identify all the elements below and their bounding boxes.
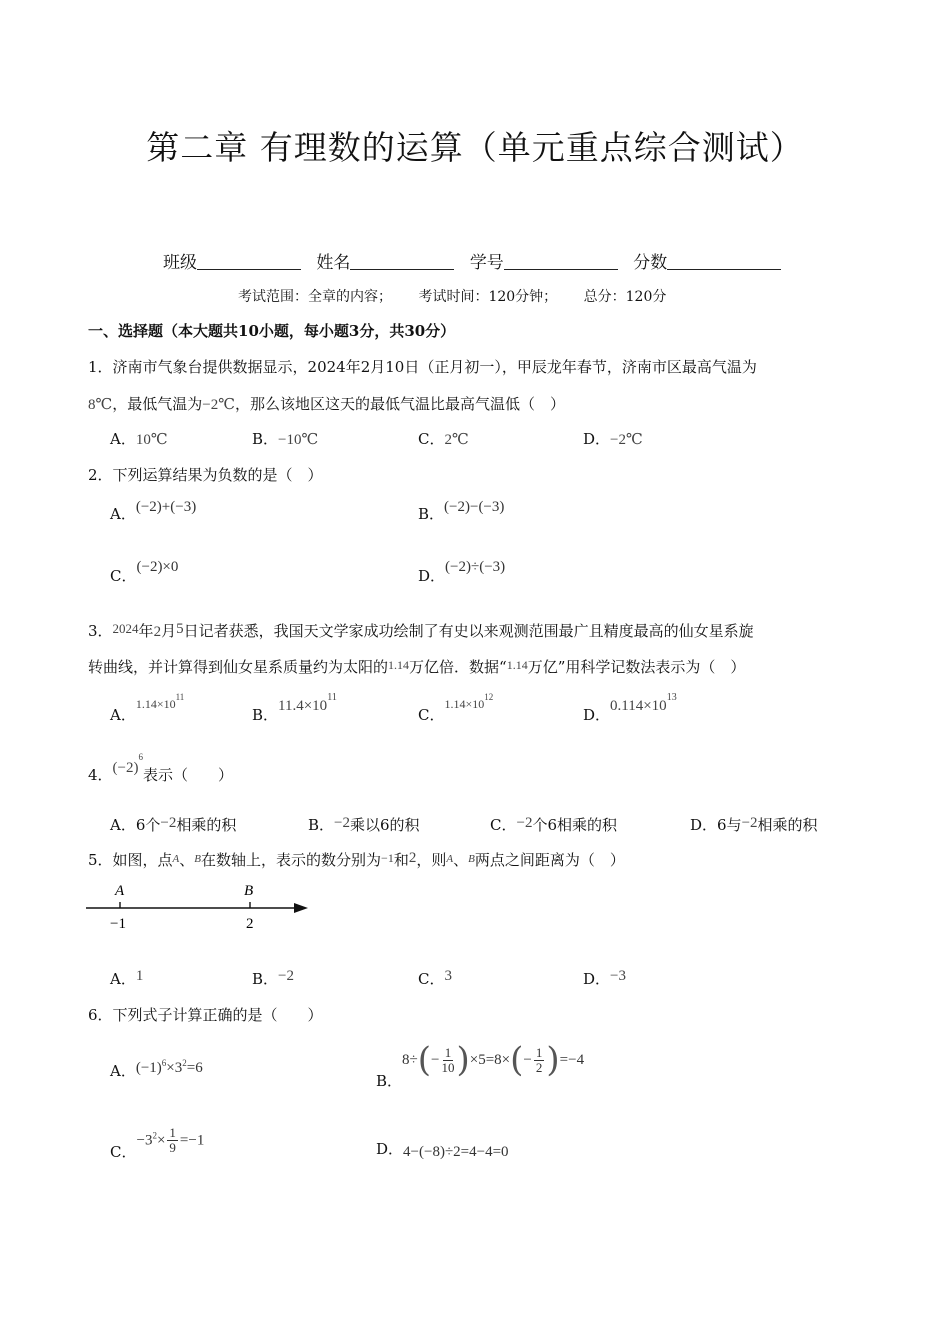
value-high: 8℃ <box>88 397 113 413</box>
name-field[interactable] <box>350 253 454 270</box>
q5-option-c[interactable]: C．3 <box>418 968 452 988</box>
exam-scope: 考试范围：全章的内容； <box>238 289 392 305</box>
q1-option-a[interactable]: A．10℃ <box>110 430 168 448</box>
q2-option-a[interactable]: A．(−2)+(−3) <box>110 499 197 523</box>
q2-option-c[interactable]: C．(−2)×0 <box>110 559 179 585</box>
number-line-figure <box>80 876 320 936</box>
q3-option-a[interactable]: A．$^{1.14\times 1011}$ <box>110 692 185 724</box>
question-1-line-1: 1．济南市气象台提供数据显示，2024年2月10日（正月初一），甲辰龙年春节，济南市区最高气温为 <box>88 358 757 376</box>
id-field[interactable] <box>504 253 618 270</box>
q1-option-b[interactable]: B．−10℃ <box>252 430 319 448</box>
tick-b-value: 2 <box>246 916 254 932</box>
question-3-line-2: 转曲线，并计算得到仙女星系质量约为太阳的$^{1.14}$万亿倍．数据“$^{1.14}$万亿”用科学记数法表示为（ ） <box>88 658 746 676</box>
question-4-stem: 4．$(-2)^6$表示（ ） <box>88 752 234 784</box>
question-2-stem: 2．下列运算结果为负数的是（ ） <box>88 466 323 484</box>
class-label: 班级 <box>163 253 197 273</box>
tick-a-value: −1 <box>110 916 126 932</box>
student-info-line <box>163 248 791 273</box>
name-label: 姓名 <box>316 253 351 273</box>
q6-option-a[interactable]: A．$(-1)^6\times 3^2=6$ <box>110 1058 203 1080</box>
q1-option-d[interactable]: D．−2℃ <box>583 430 643 448</box>
score-label: 分数 <box>633 253 668 273</box>
question-3-line-1: 3．2024年2月5日记者获悉，我国天文学家成功绘制了有史以来观测范围最广且精度最高的仙女星系旋 <box>88 621 754 640</box>
q6-option-b[interactable]: B．8÷(− $\frac{1}{10}$ )×5=8×(− $\frac{1}{2}$ )=−4 <box>376 1040 585 1090</box>
q3-option-c[interactable]: C．$^{1.14\times 1012}$ <box>418 692 494 724</box>
id-label: 学号 <box>469 253 504 273</box>
q4-option-c[interactable]: C．−2个6相乘的积 <box>490 815 617 834</box>
q4-option-d[interactable]: D．6与−2相乘的积 <box>690 815 818 834</box>
question-5-stem: 5．如图，点$^A$、$^B$在数轴上，表示的数分别为$^{-1}$和2，则$^A$、$^B$两点之间距离为（ ） <box>88 850 625 869</box>
q4-option-b[interactable]: B．−2乘以6的积 <box>308 815 420 834</box>
q2-option-b[interactable]: B．(−2)−(−3) <box>418 499 505 523</box>
q6-option-d[interactable]: D．4−(−8)÷2=4−4=0 <box>376 1140 509 1160</box>
exam-time: 考试时间：120分钟； <box>418 289 558 305</box>
q5-option-d[interactable]: D．−3 <box>583 968 626 988</box>
q5-option-a[interactable]: A．1 <box>110 968 144 988</box>
q4-option-a[interactable]: A．6个−2相乘的积 <box>110 815 237 834</box>
q6-option-c[interactable]: C．$-3^2\times$ $\frac{1}{9}$ =−1 <box>110 1125 205 1161</box>
page-title: 第二章 有理数的运算（单元重点综合测试） <box>146 128 804 167</box>
q2-option-d[interactable]: D．(−2)÷(−3) <box>418 559 506 585</box>
point-b-label: B <box>244 883 254 899</box>
arrow-icon <box>294 903 308 913</box>
exam-total: 总分：120分 <box>583 289 667 305</box>
score-field[interactable] <box>667 253 781 270</box>
exam-info <box>238 286 666 306</box>
q1-option-c[interactable]: C．2℃ <box>418 430 469 448</box>
question-6-stem: 6．下列式子计算正确的是（ ） <box>88 1006 323 1024</box>
q5-option-b[interactable]: B．−2 <box>252 968 294 988</box>
question-1-line-2: 8℃，最低气温为−2℃，那么该地区这天的最低气温比最高气温低（ ） <box>88 395 566 413</box>
class-field[interactable] <box>197 253 301 270</box>
q3-option-b[interactable]: B．$11.4\times 10^{11}$ <box>252 692 337 724</box>
value-low: −2℃ <box>202 397 236 413</box>
section-heading: 一、选择题（本大题共10小题，每小题3分，共30分） <box>88 322 456 340</box>
point-a-label: A <box>115 883 125 899</box>
q3-option-d[interactable]: D．$0.114\times 10^{13}$ <box>583 692 677 724</box>
